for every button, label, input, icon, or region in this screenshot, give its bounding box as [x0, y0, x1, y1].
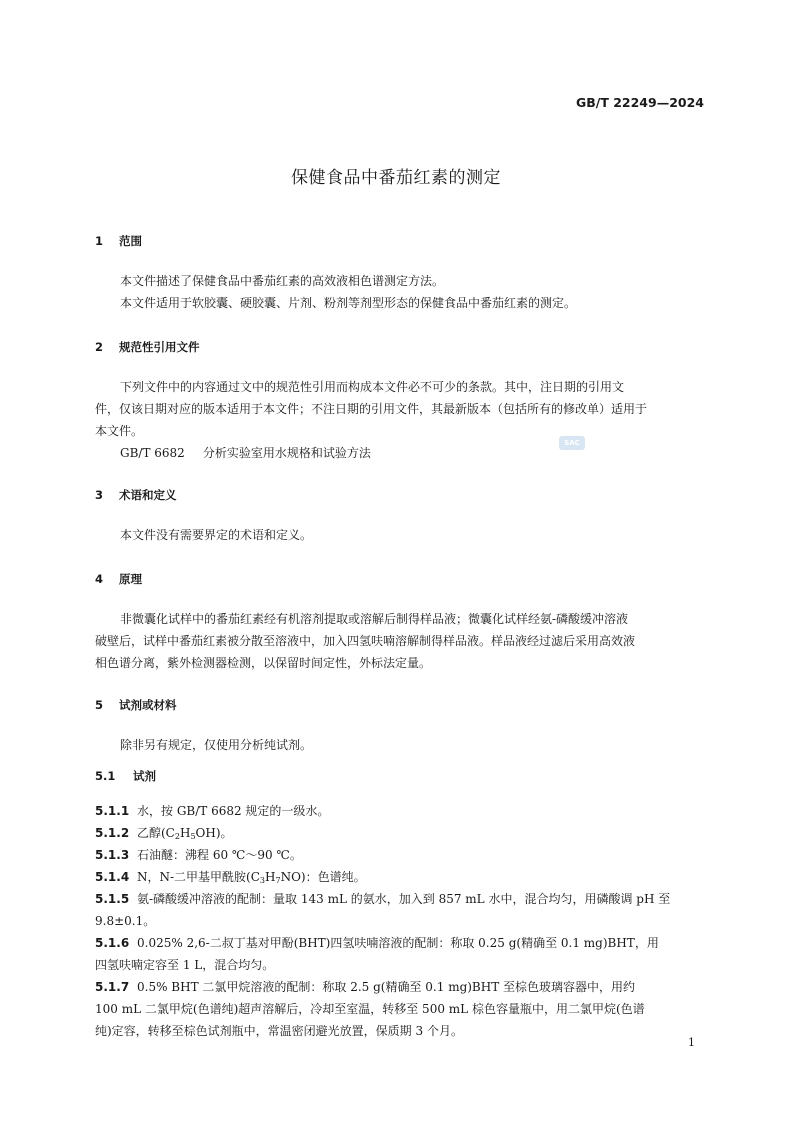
section-2-line-3: 本文件。 — [95, 424, 144, 438]
page-number: 1 — [688, 1036, 695, 1049]
section-4-line-1: 非微囊化试样中的番茄红素经有机溶剂提取或溶解后制得样品液；微囊化试样经氨-磷酸缓冲溶液 — [120, 612, 629, 626]
document-title: 保健食品中番茄红素的测定 — [291, 168, 501, 188]
item-5-1-3: 5.1.3 石油醚：沸程 60 ℃～90 ℃。 — [95, 848, 302, 862]
item-5-1-5-cont: 9.8±0.1。 — [95, 914, 156, 928]
reference-title: 分析实验室用水规格和试验方法 — [202, 446, 371, 460]
section-3-heading: 3 术语和定义 — [95, 488, 177, 502]
item-5-1-6: 5.1.6 0.025% 2,6-二叔丁基对甲酚(BHT)四氢呋喃溶液的配制：称取 0.25 g(精确至 0.1 mg)BHT，用 — [95, 936, 659, 950]
section-5-heading: 5 试剂或材料 — [95, 698, 177, 712]
item-5-1-5: 5.1.5 氨-磷酸缓冲溶液的配制：量取 143 mL 的氨水，加入到 857 mL 水中，混合均匀，用磷酸调 pH 至 — [95, 892, 671, 906]
section-3-paragraph: 本文件没有需要界定的术语和定义。 — [120, 528, 313, 542]
section-4-heading: 4 原理 — [95, 572, 142, 586]
item-5-1-2: 5.1.2 乙醇$(C_2H_5OH)$。 — [95, 826, 233, 841]
section-2-heading: 2 规范性引用文件 — [95, 340, 200, 354]
section-2-line-1: 下列文件中的内容通过文中的规范性引用而构成本文件必不可少的条款。其中，注日期的引用文 — [120, 380, 625, 394]
section-1-heading: 1 范围 — [95, 234, 142, 248]
subsection-5-1-heading: 5.1 试剂 — [95, 769, 156, 783]
normative-reference — [120, 444, 371, 461]
item-5-1-6-cont: 四氢呋喃定容至 1 L，混合均匀。 — [95, 958, 275, 972]
item-5-1-7-cont-2: 纯)定容，转移至棕色试剂瓶中，常温密闭避光放置，保质期 3 个月。 — [95, 1024, 463, 1038]
item-5-1-7-cont-1: 100 mL 二氯甲烷(色谱纯)超声溶解后，冷却至室温，转移至 500 mL 棕色容量瓶中，用二氯甲烷(色谱 — [95, 1002, 645, 1016]
reference-code: GB/T 6682 — [120, 446, 185, 460]
section-1-paragraph-2: 本文件适用于软胶囊、硬胶囊、片剂、粉剂等剂型形态的保健食品中番茄红素的测定。 — [120, 296, 577, 310]
section-2-line-2: 件，仅该日期对应的版本适用于本文件；不注日期的引用文件，其最新版本（包括所有的修改单）适用于 — [95, 402, 648, 416]
item-5-1-1: 5.1.1 水，按 GB/T 6682 规定的一级水。 — [95, 804, 330, 818]
section-4-line-3: 相色谱分离，紫外检测器检测，以保留时间定性，外标法定量。 — [95, 656, 432, 670]
standard-code: GB/T 22249—2024 — [575, 95, 704, 110]
section-4-line-2: 破壁后，试样中番茄红素被分散至溶液中，加入四氢呋喃溶解制得样品液。样品液经过滤后采用高效液 — [95, 634, 636, 648]
item-5-1-7: 5.1.7 0.5% BHT 二氯甲烷溶液的配制：称取 2.5 g(精确至 0.1 mg)BHT 至棕色玻璃容器中，用约 — [95, 980, 636, 994]
section-5-paragraph: 除非另有规定，仅使用分析纯试剂。 — [120, 738, 313, 752]
section-1-paragraph-1: 本文件描述了保健食品中番茄红素的高效液相色谱测定方法。 — [120, 274, 445, 288]
watermark-logo: SAC — [559, 436, 585, 450]
item-5-1-4: 5.1.4 N，N-二甲基甲酰胺$(C_3H_7NO)$：色谱纯。 — [95, 870, 366, 885]
